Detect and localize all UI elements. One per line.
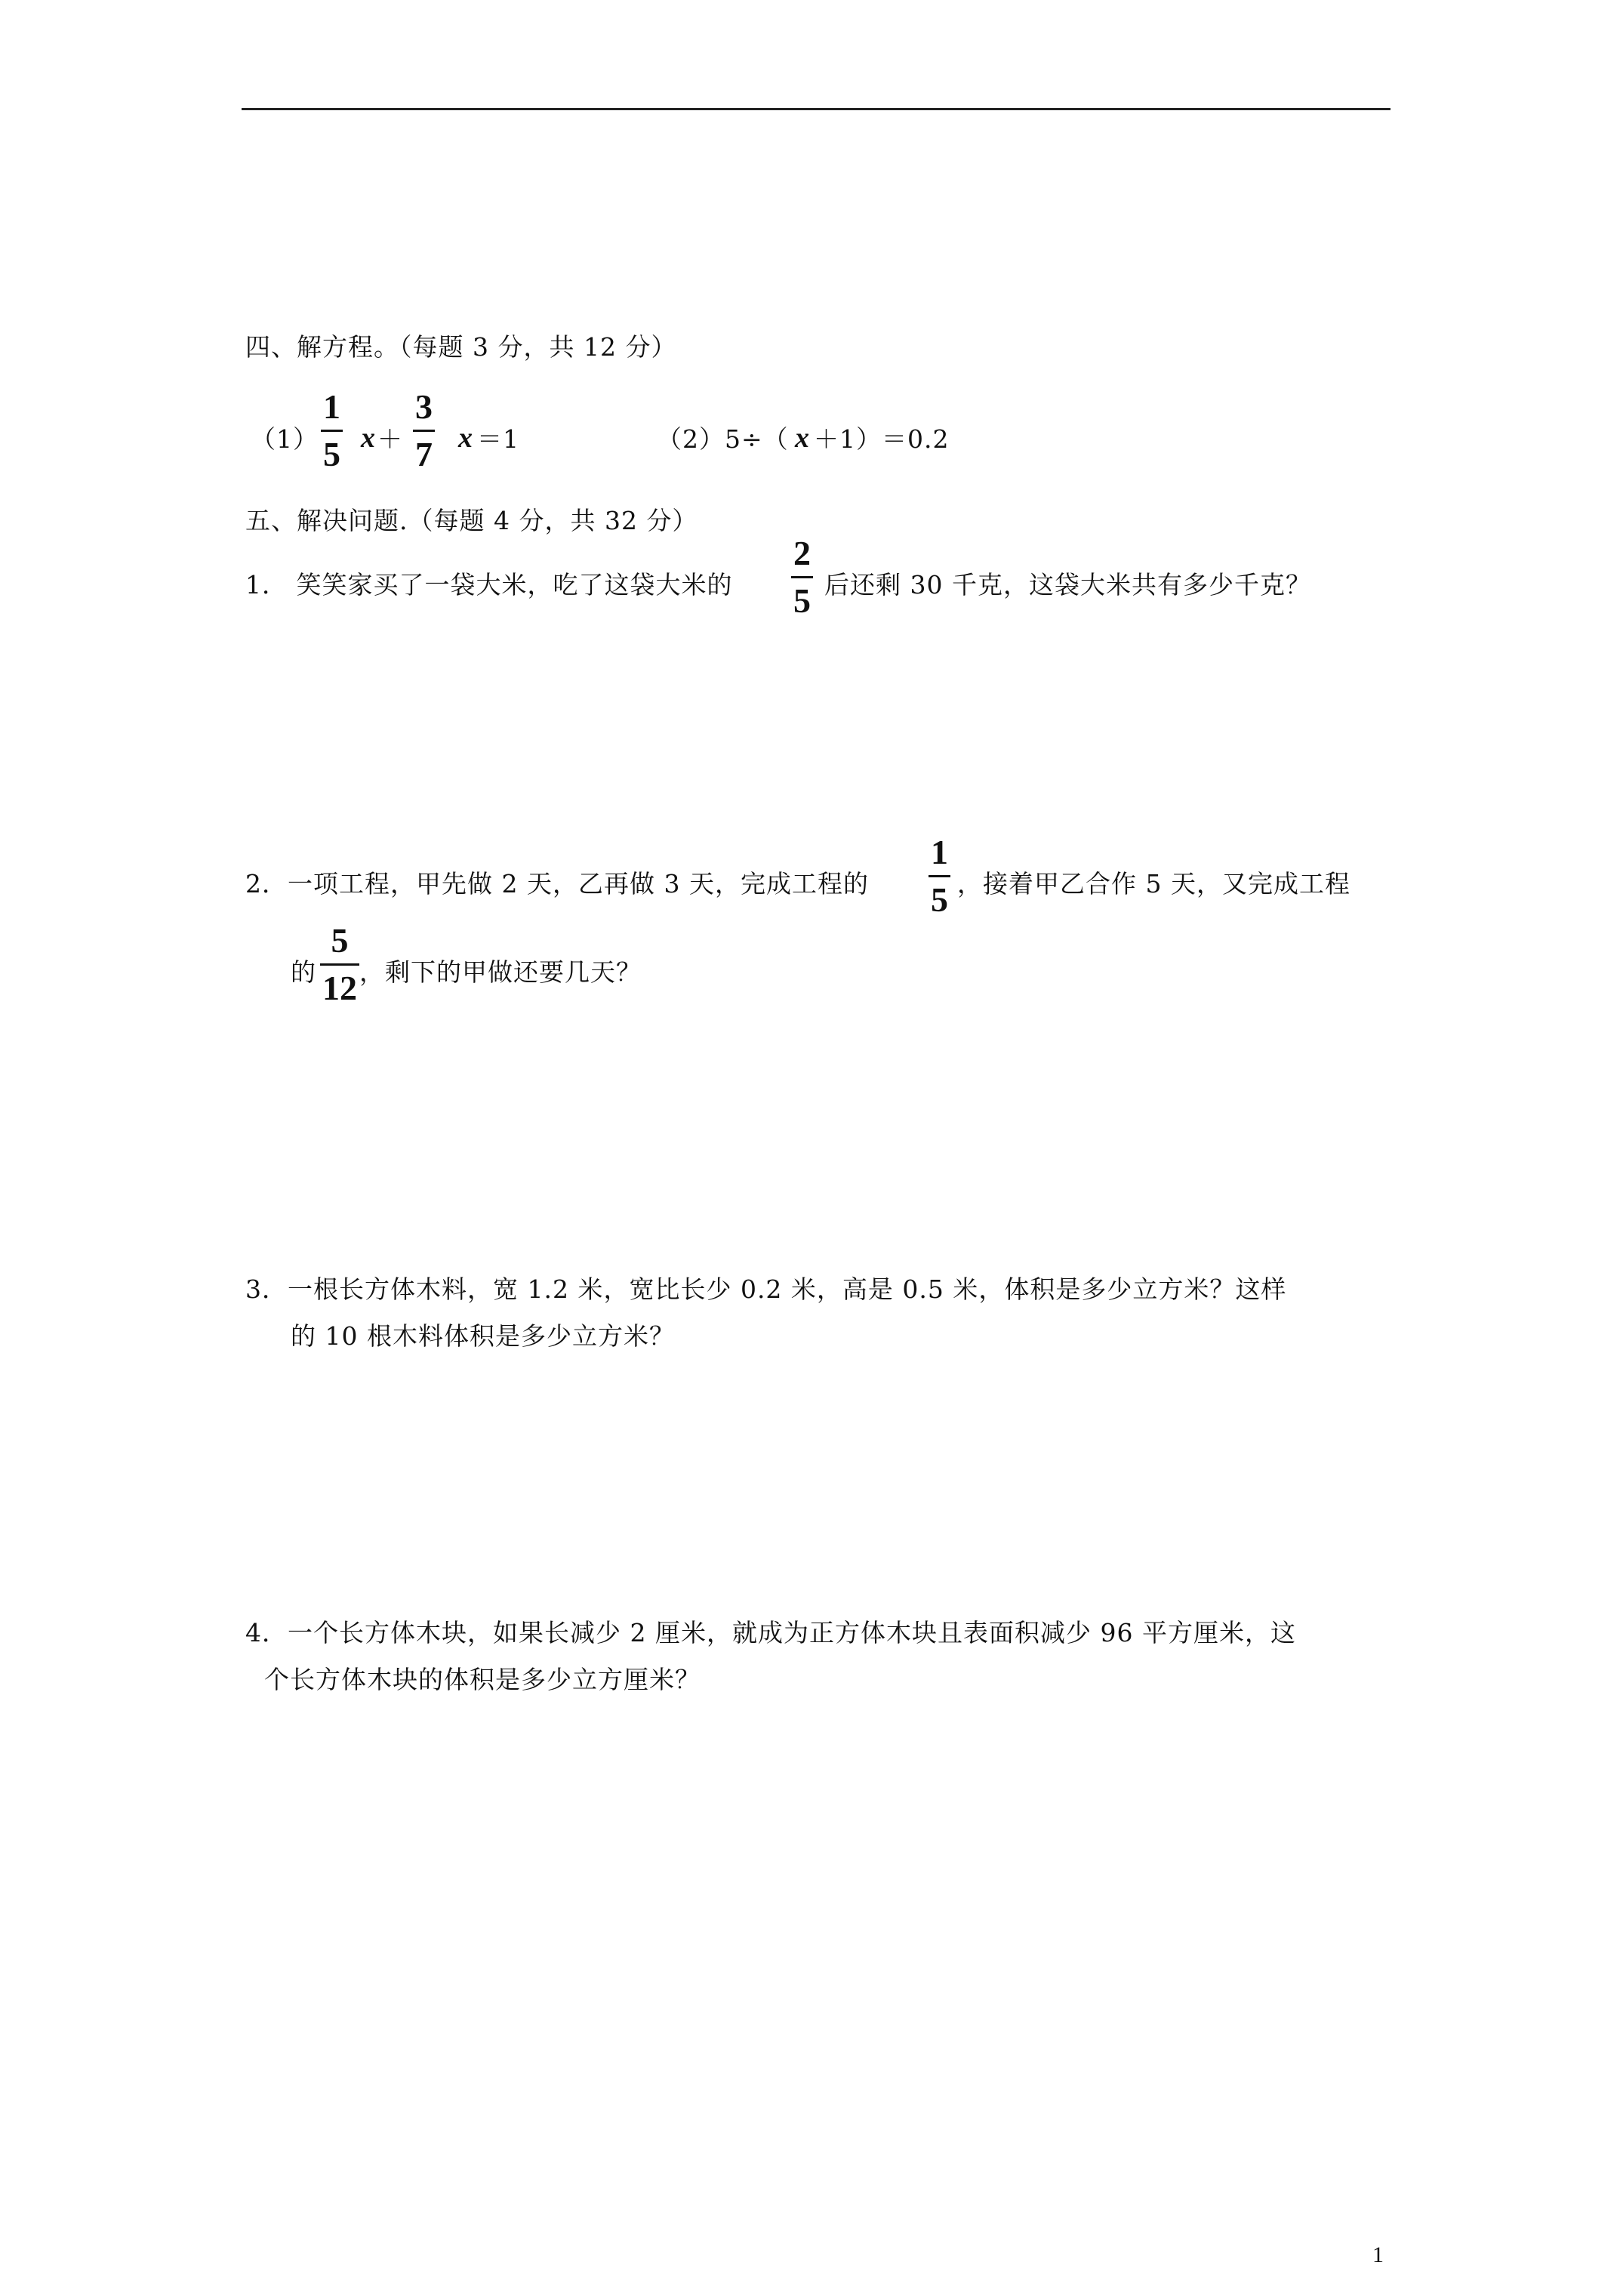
question-3-line-1: 3．一根长方体木料，宽 1.2 米，宽比长少 0.2 米，高是 0.5 米，体积是多少立方米？这样 <box>245 1274 1287 1304</box>
section-4-heading: 四、解方程。（每题 3 分，共 12 分） <box>245 332 677 362</box>
fraction-denominator: 5 <box>323 435 340 473</box>
header-rule <box>242 108 1390 110</box>
question-2-line-2-before: 的 <box>291 957 316 987</box>
question-2-text-before: 2．一项工程，甲先做 2 天，乙再做 3 天，完成工程的 <box>245 869 869 898</box>
page-number: 1 <box>1372 2242 1384 2267</box>
fraction-3-7 <box>413 387 435 474</box>
question-1-text-after: 后还剩 30 千克，这袋大米共有多少千克？ <box>824 570 1311 599</box>
fraction-denominator: 5 <box>793 581 811 620</box>
fraction-denominator: 12 <box>322 969 357 1007</box>
fraction-numerator: 1 <box>931 833 948 871</box>
variable-x: x <box>795 422 810 454</box>
question-1-text-before: 1． 笑笑家买了一袋大米，吃了这袋大米的 <box>245 570 733 599</box>
equation-1-label: （1） <box>251 424 319 454</box>
fraction-2-5 <box>791 534 813 621</box>
fraction-numerator: 3 <box>415 387 433 426</box>
fraction-numerator: 1 <box>323 387 340 426</box>
variable-x: x <box>361 422 376 454</box>
question-2-line-2-after: ，剩下的甲做还要几天？ <box>359 957 642 987</box>
equation-2-prefix: （2）5÷（ <box>657 424 789 454</box>
fraction-1-5 <box>929 833 950 920</box>
fraction-denominator: 7 <box>415 435 433 473</box>
fraction-denominator: 5 <box>931 880 948 919</box>
fraction-1-5 <box>321 387 343 474</box>
plus-sign: ＋ <box>377 424 403 454</box>
question-3-line-2: 的 10 根木料体积是多少立方米？ <box>291 1321 675 1351</box>
fraction-numerator: 2 <box>793 534 811 572</box>
fraction-5-12 <box>320 921 359 1008</box>
variable-x: x <box>458 422 473 454</box>
question-4-line-1: 4．一个长方体木块，如果长减少 2 厘米，就成为正方体木块且表面积减少 96 平方厘米，这 <box>245 1618 1296 1647</box>
question-2-text-after: ，接着甲乙合作 5 天，又完成工程 <box>957 869 1350 898</box>
equation-2-suffix: ＋1）＝0.2 <box>814 424 950 454</box>
question-4-line-2: 个长方体木块的体积是多少立方厘米？ <box>264 1665 701 1694</box>
equation-1-rhs: ＝1 <box>477 424 519 454</box>
fraction-numerator: 5 <box>331 921 349 960</box>
section-5-heading: 五、解决问题.（每题 4 分，共 32 分） <box>245 506 698 535</box>
